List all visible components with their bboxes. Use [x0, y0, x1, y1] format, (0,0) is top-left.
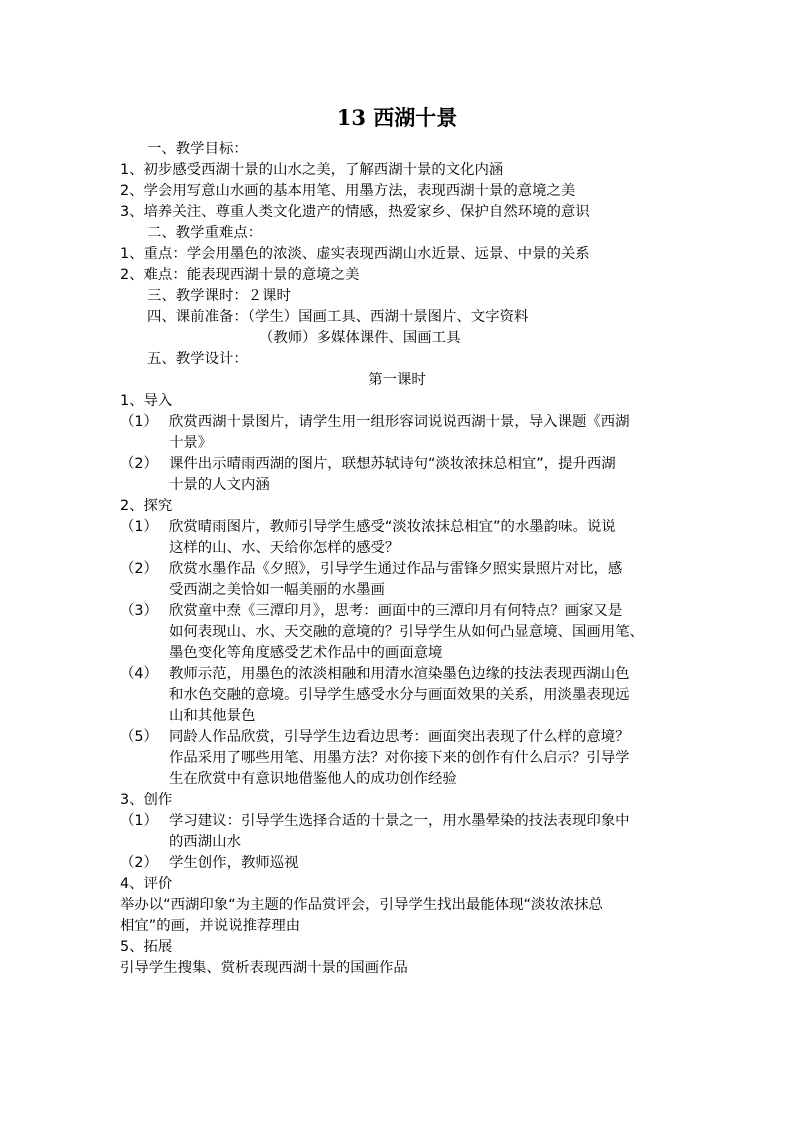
list-item: 山和其他景色 [169, 708, 256, 724]
list-item: 这样的山、水、天给你怎样的感受？ [169, 540, 400, 556]
design-heading-create: 3、创作 [120, 792, 173, 808]
section-heading-preparation: 四、课前准备：（学生）国画工具、西湖十景图片、文字资料 [147, 309, 529, 325]
section-heading-key-points: 二、教学重难点： [147, 225, 263, 241]
goal-item: 3、培养关注、尊重人类文化遗产的情感，热爱家乡、保护自然环境的意识 [120, 204, 590, 220]
list-item: 墨色变化等角度感受艺术作品中的画面意境 [169, 645, 443, 661]
list-item: 欣赏晴雨图片，教师引导学生感受“淡妆浓抹总相宜”的水墨韵味。说说 [169, 519, 616, 535]
list-item: 十景的人文内涵 [169, 477, 270, 493]
list-item: 作品采用了哪些用笔、用墨方法？对你接下来的创作有什么启示？引导学 [169, 750, 630, 766]
item-number: （5） [120, 729, 158, 745]
list-item: 欣赏童中焘《三潭印月》，思考：画面中的三潭印月有何特点？画家又是 [169, 603, 623, 619]
list-item: 学习建议：引导学生选择合适的十景之一，用水墨晕染的技法表现印象中 [169, 813, 630, 829]
list-item: 受西湖之美恰如一幅美丽的水墨画 [169, 582, 385, 598]
design-heading-intro: 1、导入 [120, 393, 173, 409]
key-point-item: 1、重点：学会用墨色的浓淡、虚实表现西湖山水近景、远景、中景的关系 [120, 246, 590, 262]
list-item: 欣赏水墨作品《夕照》，引导学生通过作品与雷锋夕照实景照片对比，感 [169, 561, 623, 577]
list-item: 十景》 [169, 435, 213, 451]
list-item: 教师示范，用墨色的浓淡相融和用清水渲染墨色边缘的技法表现西湖山色 [169, 666, 630, 682]
lesson-heading: 第一课时 [368, 372, 426, 388]
list-item: 同龄人作品欣赏，引导学生边看边思考：画面突出表现了什么样的意境？ [169, 729, 630, 745]
list-item: 生在欣赏中有意识地借鉴他人的成功创作经验 [169, 771, 457, 787]
goal-item: 2、学会用写意山水画的基本用笔、用墨方法，表现西湖十景的意境之美 [120, 183, 576, 199]
paragraph-line: 相宜”的画，并说说推荐理由 [120, 918, 301, 934]
preparation-teacher: （教师）多媒体课件、国画工具 [259, 330, 461, 346]
list-item: 和水色交融的意境。引导学生感受水分与画面效果的关系，用淡墨表现远 [169, 687, 630, 703]
item-number: （1） [120, 414, 158, 430]
item-number: （4） [120, 666, 158, 682]
design-heading-explore: 2、探究 [120, 498, 173, 514]
section-heading-goals: 一、教学目标： [147, 141, 248, 157]
item-number: （1） [120, 813, 158, 829]
list-item: 课件出示晴雨西湖的图片，联想苏轼诗句“淡妆浓抹总相宜”，提升西湖 [169, 456, 616, 472]
section-heading-hours: 三、教学课时：２课时 [147, 288, 291, 304]
item-number: （2） [120, 855, 158, 871]
paragraph-line: 引导学生搜集、赏析表现西湖十景的国画作品 [120, 960, 408, 976]
key-point-item: 2、难点：能表现西湖十景的意境之美 [120, 267, 360, 283]
list-item: 学生创作，教师巡视 [169, 855, 299, 871]
design-heading-extend: 5、拓展 [120, 939, 173, 955]
design-heading-evaluate: 4、评价 [120, 876, 173, 892]
item-number: （2） [120, 561, 158, 577]
list-item: 欣赏西湖十景图片，请学生用一组形容词说说西湖十景，导入课题《西湖 [169, 414, 630, 430]
paragraph-line: 举办以“西湖印象“为主题的作品赏评会，引导学生找出最能体现“淡妆浓抹总 [120, 897, 603, 913]
list-item: 的西湖山水 [169, 834, 241, 850]
goal-item: 1、初步感受西湖十景的山水之美，了解西湖十景的文化内涵 [120, 162, 504, 178]
item-number: （2） [120, 456, 158, 472]
list-item: 如何表现山、水、天交融的意境的？引导学生从如何凸显意境、国画用笔、 [169, 624, 644, 640]
section-heading-design: 五、教学设计： [147, 351, 248, 367]
item-number: （3） [120, 603, 158, 619]
item-number: （1） [120, 519, 158, 535]
page-title: 13 西湖十景 [336, 105, 458, 130]
